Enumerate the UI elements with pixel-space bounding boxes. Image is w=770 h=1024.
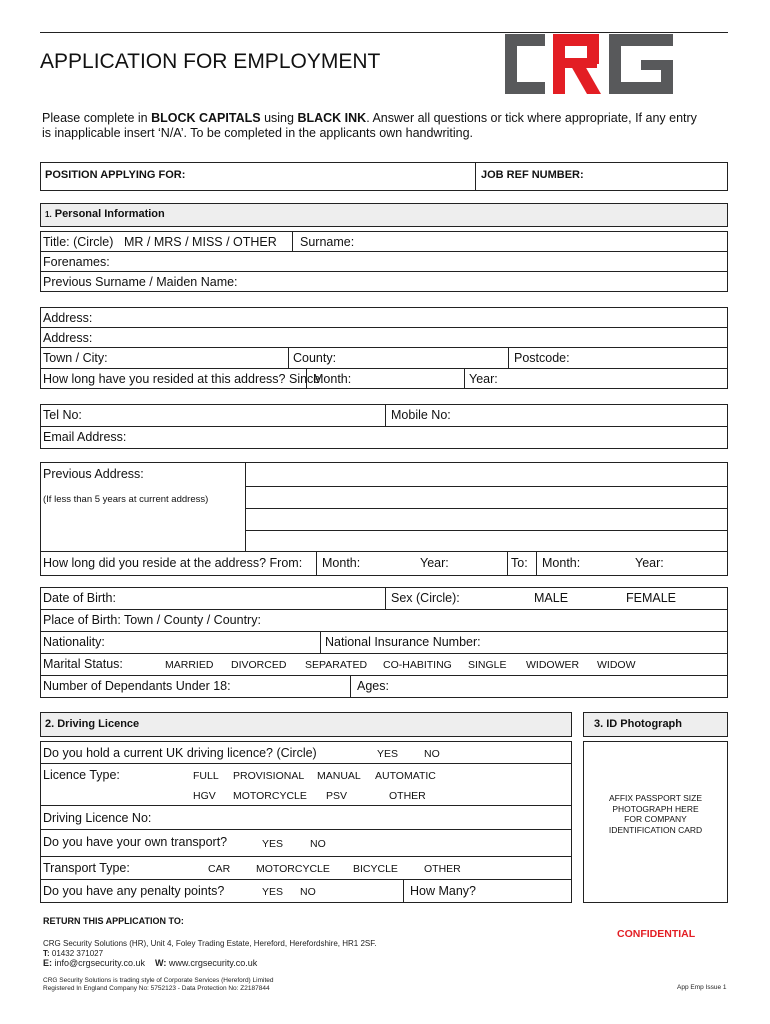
marital-option-cohabiting[interactable]: CO-HABITING — [383, 659, 452, 671]
ages-label: Ages: — [357, 679, 389, 693]
licence-type-manual[interactable]: MANUAL — [317, 770, 361, 782]
place-of-birth-field[interactable] — [280, 610, 725, 630]
title-label: Title: (Circle) — [43, 235, 114, 249]
address-line1-label: Address: — [43, 311, 93, 325]
licence-type-full[interactable]: FULL — [193, 770, 219, 782]
marital-option-separated[interactable]: SEPARATED — [305, 659, 368, 671]
forenames-field[interactable] — [110, 252, 725, 270]
previous-surname-field[interactable] — [225, 272, 725, 290]
forenames-label: Forenames: — [43, 255, 110, 269]
transport-type-label: Transport Type: — [43, 861, 130, 875]
ni-number-label: National Insurance Number: — [325, 635, 481, 649]
company-email-link[interactable]: info@crgsecurity.co.uk — [52, 958, 146, 968]
sex-option-male[interactable]: MALE — [534, 591, 569, 605]
transport-type-other[interactable]: OTHER — [424, 863, 461, 875]
transport-type-bicycle[interactable]: BICYCLE — [353, 863, 398, 875]
town-field[interactable] — [115, 348, 285, 367]
marital-status-label: Marital Status: — [43, 657, 123, 671]
marital-option-single[interactable]: SINGLE — [468, 659, 507, 671]
mobile-field[interactable] — [458, 405, 725, 425]
licence-type-automatic[interactable]: AUTOMATIC — [375, 770, 436, 782]
position-applying-for-label: POSITION APPLYING FOR: — [45, 169, 186, 181]
ages-field[interactable] — [392, 676, 725, 697]
page-title: APPLICATION FOR EMPLOYMENT — [40, 50, 381, 73]
mobile-label: Mobile No: — [391, 408, 451, 422]
previous-from-month-field[interactable] — [364, 552, 419, 575]
previous-address-label: Previous Address: — [43, 467, 144, 481]
job-ref-label: JOB REF NUMBER: — [481, 169, 584, 181]
resided-year-label: Year: — [469, 372, 498, 386]
surname-field[interactable] — [355, 232, 725, 250]
penalty-points-no[interactable]: NO — [300, 886, 316, 898]
previous-address-line1-field[interactable] — [247, 463, 725, 485]
id-photograph-heading: 3. ID Photograph — [583, 712, 728, 737]
own-transport-no[interactable]: NO — [310, 838, 326, 850]
previous-from-year-label: Year: — [420, 556, 449, 570]
licence-number-label: Driving Licence No: — [43, 811, 152, 825]
logo-letter-c — [505, 34, 545, 94]
tel-label: Tel No: — [43, 408, 82, 422]
address-line2-label: Address: — [43, 331, 93, 345]
licence-type-other[interactable]: OTHER — [389, 790, 426, 802]
previous-address-line3-field[interactable] — [247, 509, 725, 529]
address-line1-field[interactable] — [95, 308, 725, 326]
licence-number-field[interactable] — [160, 806, 569, 828]
personal-info-heading: 1. Personal Information — [40, 203, 728, 227]
surname-label: Surname: — [300, 235, 355, 249]
postcode-field[interactable] — [570, 348, 725, 367]
company-contact: E: info@crgsecurity.co.uk W: www.crgsecurity.co.uk — [43, 958, 258, 968]
own-transport-label: Do you have your own transport? — [43, 835, 228, 849]
nationality-label: Nationality: — [43, 635, 105, 649]
previous-resided-from-label: How long did you reside at the address? From: — [43, 556, 303, 570]
logo-letter-r — [553, 34, 601, 94]
legal-line-1: CRG Security Solutions is trading style of Corporate Services (Hereford) Limited — [43, 977, 274, 984]
licence-type-label: Licence Type: — [43, 768, 120, 782]
marital-option-widow[interactable]: WIDOW — [597, 659, 636, 671]
sex-label: Sex (Circle): — [391, 591, 460, 605]
photo-instructions: AFFIX PASSPORT SIZE PHOTOGRAPH HERE FOR COMPANY IDENTIFICATION CARD — [608, 793, 703, 835]
email-field[interactable] — [130, 427, 725, 447]
previous-surname-label: Previous Surname / Maiden Name: — [43, 275, 238, 289]
hold-licence-no[interactable]: NO — [424, 748, 440, 760]
penalty-points-yes[interactable]: YES — [262, 886, 284, 898]
tel-field[interactable] — [90, 405, 382, 425]
transport-type-car[interactable]: CAR — [208, 863, 231, 875]
licence-type-psv[interactable]: PSV — [326, 790, 348, 802]
previous-address-note: (If less than 5 years at current address) — [43, 494, 209, 505]
dependants-label: Number of Dependants Under 18: — [43, 679, 231, 693]
previous-address-line2-field[interactable] — [247, 487, 725, 507]
dob-label: Date of Birth: — [43, 591, 116, 605]
marital-option-divorced[interactable]: DIVORCED — [231, 659, 287, 671]
hold-licence-label: Do you hold a current UK driving licence? (Circle) — [43, 746, 317, 760]
position-applying-for-field[interactable] — [200, 163, 470, 190]
county-field[interactable] — [340, 348, 505, 367]
company-phone: T: 01432 371027 — [43, 949, 104, 958]
county-label: County: — [293, 351, 337, 365]
issue-label: App Emp Issue 1 — [677, 984, 727, 991]
previous-address-line4-field[interactable] — [247, 531, 725, 550]
resided-month-field[interactable] — [352, 369, 462, 388]
previous-from-year-field[interactable] — [455, 552, 505, 575]
licence-type-hgv[interactable]: HGV — [193, 790, 216, 802]
ni-number-field[interactable] — [490, 632, 725, 652]
logo-letter-g — [609, 34, 673, 94]
email-label: Email Address: — [43, 430, 127, 444]
resided-since-label: How long have you resided at this address? Since: — [43, 372, 324, 386]
penalty-points-label: Do you have any penalty points? — [43, 884, 225, 898]
previous-from-month-label: Month: — [322, 556, 361, 570]
job-ref-field[interactable] — [595, 163, 725, 190]
marital-option-widower[interactable]: WIDOWER — [526, 659, 580, 671]
previous-to-year-field[interactable] — [670, 552, 725, 575]
address-line2-field[interactable] — [95, 328, 725, 346]
crg-logo — [505, 34, 677, 94]
previous-to-month-field[interactable] — [585, 552, 633, 575]
previous-to-month-label: Month: — [542, 556, 581, 570]
resided-month-label: Month: — [313, 372, 352, 386]
return-application-label: RETURN THIS APPLICATION TO: — [43, 916, 184, 926]
previous-to-label: To: — [511, 556, 528, 570]
marital-option-married[interactable]: MARRIED — [165, 659, 214, 671]
legal-line-2: Registered In England Company No: 5752123 - Data Protection No: Z2187844 — [43, 985, 270, 992]
dependants-field[interactable] — [240, 676, 347, 697]
dob-field[interactable] — [125, 588, 382, 608]
town-label: Town / City: — [43, 351, 108, 365]
licence-type-provisional[interactable]: PROVISIONAL — [233, 770, 305, 782]
how-many-field[interactable] — [475, 880, 569, 902]
nationality-field[interactable] — [112, 632, 317, 652]
previous-to-year-label: Year: — [635, 556, 664, 570]
instructions: Please complete in BLOCK CAPITALS using BLACK INK. Answer all questions or tick where appropriate, If any entry is inapplicable insert ‘N/A’. To be completed in the applicants own handwriting. — [42, 111, 697, 140]
transport-type-motorcycle[interactable]: MOTORCYCLE — [256, 863, 330, 875]
hold-licence-yes[interactable]: YES — [377, 748, 399, 760]
licence-type-motorcycle[interactable]: MOTORCYCLE — [233, 790, 307, 802]
confidential-label: CONFIDENTIAL — [617, 928, 696, 940]
place-of-birth-label: Place of Birth: Town / County / Country: — [43, 613, 261, 627]
postcode-label: Postcode: — [514, 351, 570, 365]
top-rule — [40, 32, 728, 33]
company-website-link[interactable]: www.crgsecurity.co.uk — [166, 958, 258, 968]
own-transport-yes[interactable]: YES — [262, 838, 284, 850]
resided-year-field[interactable] — [502, 369, 725, 388]
driving-licence-heading: 2. Driving Licence — [40, 712, 572, 737]
sex-option-female[interactable]: FEMALE — [626, 591, 677, 605]
company-address: CRG Security Solutions (HR), Unit 4, Foley Trading Estate, Hereford, Herefordshire, HR1 2SF. — [43, 939, 377, 948]
how-many-label: How Many? — [410, 884, 476, 898]
title-options[interactable]: MR / MRS / MISS / OTHER — [124, 235, 277, 249]
